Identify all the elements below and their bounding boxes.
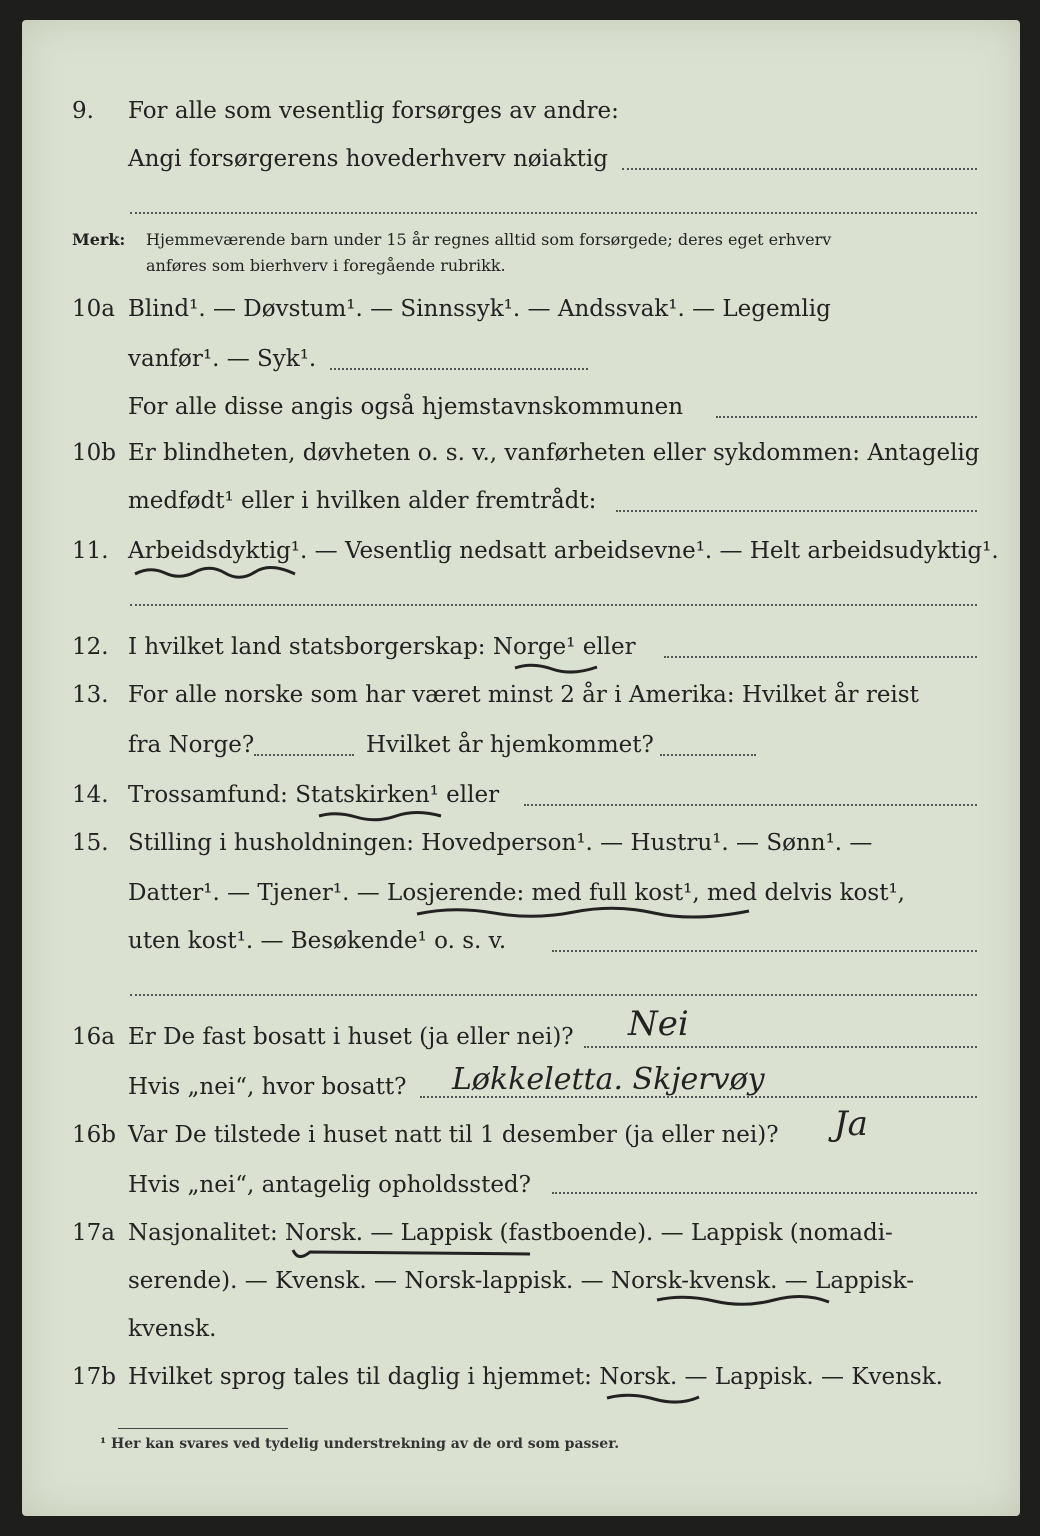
q17b-number: 17b <box>72 1364 116 1390</box>
q13-row-2 <box>0 732 1040 772</box>
q17a-row-2 <box>0 1268 1040 1308</box>
q9-row-1 <box>0 98 1040 138</box>
q15-question: Stilling i husholdningen: Hovedperson¹. — Hustru¹. — Sønn¹. — <box>128 830 873 856</box>
q10b-row-2 <box>0 488 1040 528</box>
q11-handwritten-underline <box>130 564 310 580</box>
q10b-number: 10b <box>72 440 116 466</box>
q12-number: 12. <box>72 634 109 660</box>
q10a-options: Blind¹. — Døvstum¹. — Sinnssyk¹. — Andssvak¹. — Legemlig <box>128 296 831 322</box>
q13-hjemkommet-label: Hvilket år hjemkommet? <box>366 732 654 758</box>
q17a-handwritten-underline <box>654 1292 834 1308</box>
q13-number: 13. <box>72 682 109 708</box>
q10b-row-1 <box>0 440 1040 480</box>
q12-handwritten-underline <box>512 660 602 676</box>
q12-answer-line[interactable] <box>664 656 977 658</box>
q16b-row-1 <box>0 1122 1040 1162</box>
merk-row-2 <box>0 256 1040 296</box>
q10b-question-2: medfødt¹ eller i hvilken alder fremtrådt: <box>128 488 597 514</box>
q13-hjemkommet-line[interactable] <box>660 754 756 756</box>
q16a-question: Er De fast bosatt i huset (ja eller nei)? <box>128 1024 574 1050</box>
q16a-number: 16a <box>72 1024 115 1050</box>
footnote: ¹ Her kan svares ved tydelig understrekning av de ord som passer. <box>100 1436 620 1452</box>
q9-question: For alle som vesentlig forsørges av andre: <box>128 98 619 124</box>
q15-row-1 <box>0 830 1040 870</box>
q14-number: 14. <box>72 782 109 808</box>
q17b-handwritten-underline <box>604 1390 704 1406</box>
q17a-options-3: kvensk. <box>128 1316 217 1342</box>
q14-answer-line[interactable] <box>524 804 977 806</box>
q11-answer-line[interactable] <box>130 604 977 606</box>
q9-instruction: Angi forsørgerens hovederhverv nøiaktig <box>128 146 608 172</box>
q15-options-2: Datter¹. — Tjener¹. — Losjerende: med full kost¹, med delvis kost¹, <box>128 880 905 906</box>
q10a-kommune-line[interactable] <box>716 416 977 418</box>
q15-answer-line-2[interactable] <box>130 994 977 996</box>
q15-options-3: uten kost¹. — Besøkende¹ o. s. v. <box>128 928 507 954</box>
q15-handwritten-underline <box>414 904 754 922</box>
q16b-answer-line[interactable] <box>552 1192 977 1194</box>
q10b-answer-line[interactable] <box>616 510 977 512</box>
q9-answer-line[interactable] <box>622 168 977 170</box>
q10a-row-3 <box>0 394 1040 434</box>
q17b-question: Hvilket sprog tales til daglig i hjemmet: Norsk. — Lappisk. — Kvensk. <box>128 1364 943 1390</box>
q10a-instruction: For alle disse angis også hjemstavnskommunen <box>128 394 684 420</box>
footnote-rule <box>118 1428 288 1429</box>
q10a-row-2 <box>0 346 1040 386</box>
q11-options: Arbeidsdyktig¹. — Vesentlig nedsatt arbeidsevne¹. — Helt arbeidsudyktig¹. <box>128 538 999 564</box>
q15-answer-line[interactable] <box>552 950 977 952</box>
q14-question: Trossamfund: Statskirken¹ eller <box>128 782 500 808</box>
q13-reist-label: fra Norge? <box>128 732 255 758</box>
q11-number: 11. <box>72 538 109 564</box>
q10a-row-1 <box>0 296 1040 336</box>
q10b-question: Er blindheten, døvheten o. s. v., vanførheten eller sykdommen: Antagelig <box>128 440 980 466</box>
q15-number: 15. <box>72 830 109 856</box>
q13-row-1 <box>0 682 1040 722</box>
merk-label: Merk: <box>72 230 126 249</box>
q10a-syk-line[interactable] <box>330 368 588 370</box>
q17a-handwritten-strike <box>290 1242 540 1266</box>
q10a-options-2: vanfør¹. — Syk¹. <box>128 346 317 372</box>
q16a-handwritten-place: Løkkeletta. Skjervøy <box>452 1062 765 1097</box>
q12-question: I hvilket land statsborgerskap: Norge¹ eller <box>128 634 636 660</box>
q16b-handwritten-answer: Ja <box>834 1104 868 1144</box>
q17a-options: Nasjonalitet: Norsk. — Lappisk (fastboende). — Lappisk (nomadi- <box>128 1220 893 1246</box>
q10a-number: 10a <box>72 296 115 322</box>
q16b-question: Var De tilstede i huset natt til 1 desember (ja eller nei)? <box>128 1122 779 1148</box>
merk-text-2: anføres som bierhverv i foregående rubrikk. <box>146 256 506 275</box>
q16b-question-2: Hvis „nei“, antagelig opholdssted? <box>128 1172 531 1198</box>
q13-question: For alle norske som har været minst 2 år i Amerika: Hvilket år reist <box>128 682 919 708</box>
q16a-question-2: Hvis „nei“, hvor bosatt? <box>128 1074 407 1100</box>
q16a-handwritten-answer: Nei <box>628 1004 689 1044</box>
merk-text-1: Hjemmeværende barn under 15 år regnes alltid som forsørgede; deres eget erhverv <box>146 230 832 249</box>
q15-row-3 <box>0 928 1040 968</box>
q16a-row-1 <box>0 1024 1040 1064</box>
q17b-row <box>0 1364 1040 1404</box>
q17a-options-2: serende). — Kvensk. — Norsk-lappisk. — Norsk-kvensk. — Lappisk- <box>128 1268 914 1294</box>
q14-row <box>0 782 1040 822</box>
q17a-row-3 <box>0 1316 1040 1356</box>
q14-handwritten-underline <box>316 808 446 824</box>
q9-answer-line-2[interactable] <box>130 212 977 214</box>
q13-reist-line[interactable] <box>254 754 354 756</box>
q9-row-2 <box>0 146 1040 186</box>
q16a-answer-line[interactable] <box>584 1046 977 1048</box>
q16b-number: 16b <box>72 1122 116 1148</box>
q17a-number: 17a <box>72 1220 115 1246</box>
q9-number: 9. <box>72 98 94 124</box>
